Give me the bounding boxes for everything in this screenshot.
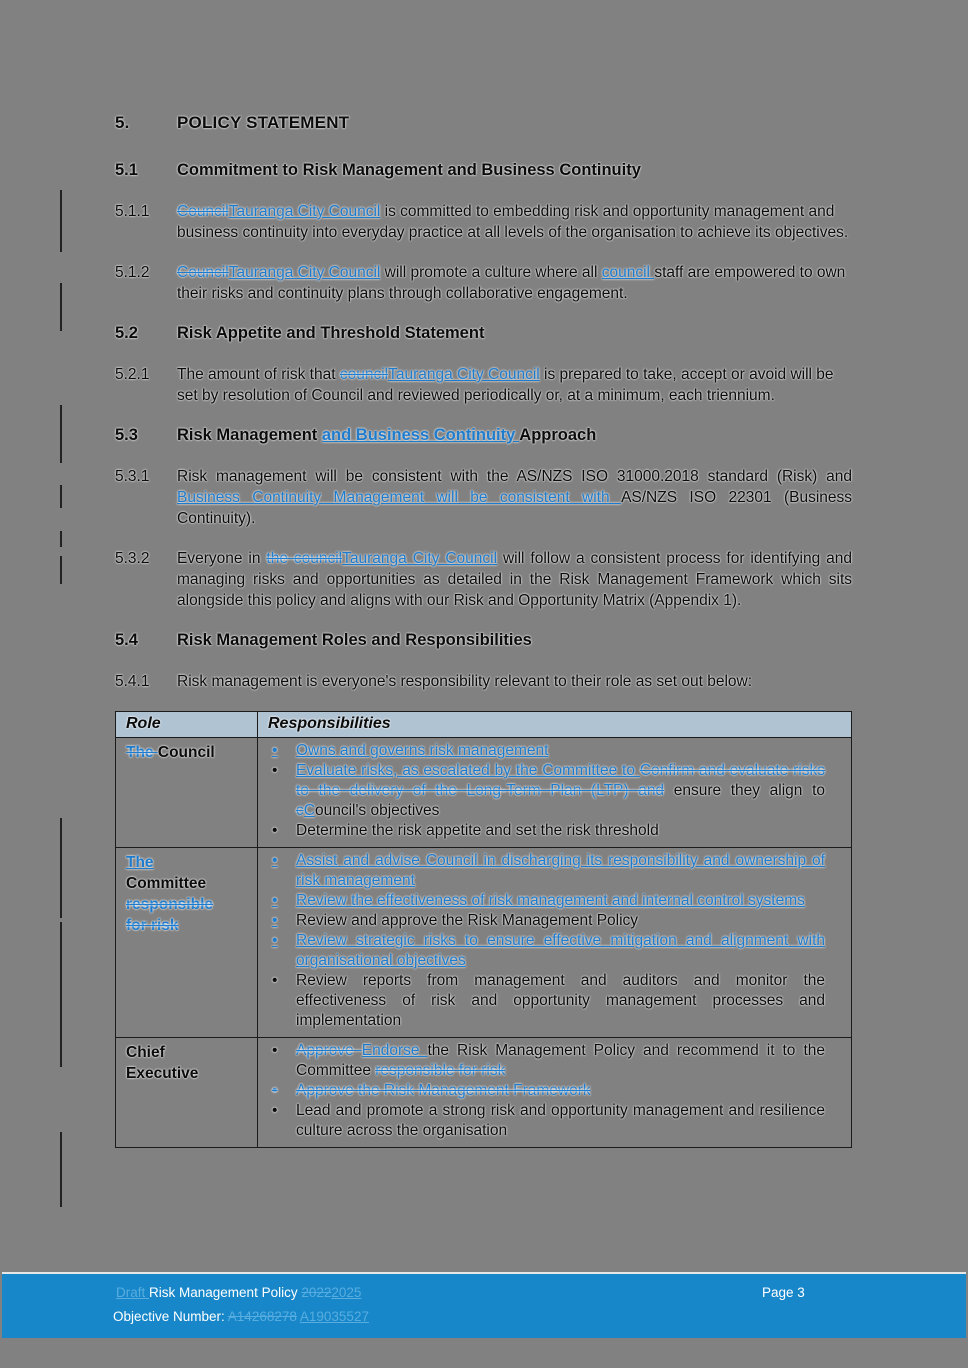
text-run: ouncil's objectives (314, 802, 440, 819)
inserted-text: 2025 (331, 1285, 362, 1300)
text-run: will follow a consistent process for identifying and managing risks and opportunities as detailed in the Risk Management Framework which sits alongside this policy and aligns with our Risk and Opportunity Matrix (Appendix 1). (177, 550, 852, 609)
responsibility-item (272, 1081, 825, 1101)
text-run: Chief Executive (126, 1044, 199, 1082)
responsibilities-list (258, 741, 825, 841)
section-number: 5. (115, 113, 130, 132)
text-run: Council (157, 744, 215, 761)
objective-number-label: Objective Number: (113, 1309, 228, 1324)
table-header-row (116, 712, 852, 738)
paragraph (115, 671, 852, 692)
change-bar (60, 283, 62, 331)
text-run: staff are empowered to own their risks and continuity plans through collaborative engagement. (177, 264, 846, 302)
deleted-text: Confirm and evaluate risks to the delivery of the Long-Term Plan (LTP) and (296, 762, 825, 799)
inserted-text: Endorse (361, 1042, 428, 1059)
bullet-icon: • (272, 932, 278, 949)
block-text (177, 630, 852, 651)
text-run: AS/NZS ISO 22301 (Business Continuity). (177, 489, 852, 527)
text-run: Review and approve the Risk Management Policy (296, 912, 639, 929)
paragraph (115, 201, 852, 243)
table-header-responsibilities: Responsibilities (258, 712, 852, 738)
deleted-text: responsible for risk (375, 1062, 506, 1079)
footer-title-line (116, 1285, 966, 1300)
text-run: Risk management will be consistent with the AS/NZS ISO 31000.2018 standard (Risk) and (177, 468, 852, 485)
bullet-icon: • (272, 762, 278, 779)
role-cell (116, 848, 258, 1038)
section-number: 5.1.2 (115, 264, 150, 281)
section-heading (115, 160, 852, 181)
text-run: Committee (126, 875, 207, 892)
responsibility-item (272, 821, 825, 841)
text-run: Approach (519, 426, 597, 444)
deleted-text: The (126, 744, 158, 761)
responsibilities-list (258, 1041, 825, 1141)
block-text (177, 364, 852, 406)
section-number: 5.3.1 (115, 468, 150, 485)
change-bar (60, 485, 62, 508)
deleted-text: Council (177, 264, 229, 281)
bullet-icon: • (272, 1102, 278, 1119)
footer-document-title (116, 1285, 361, 1300)
inserted-text: Owns and governs risk management (296, 742, 549, 759)
change-bar (60, 818, 62, 918)
block-text (177, 262, 852, 304)
block-text (177, 112, 852, 134)
change-bar (60, 190, 62, 252)
inserted-text: Business Continuity Management will be consistent with (177, 489, 622, 506)
responsibilities-cell (258, 1038, 852, 1148)
paragraph (115, 466, 852, 529)
deleted-text: council (339, 366, 389, 383)
text-run: Risk management is everyone's responsibility relevant to their role as set out below: (177, 673, 753, 690)
responsibilities-list (258, 851, 825, 1031)
section-heading (115, 323, 852, 344)
role-cell (116, 738, 258, 848)
block-text (177, 466, 852, 529)
inserted-text: C (303, 802, 315, 819)
paragraph (115, 548, 852, 611)
block-text (177, 160, 852, 181)
block-text (177, 323, 852, 344)
page-footer (2, 1272, 966, 1338)
change-bar (60, 556, 62, 584)
change-bar (60, 531, 62, 547)
footer-objective-line (113, 1309, 966, 1324)
responsibility-item (272, 851, 825, 891)
inserted-text: Evaluate risks, as escalated by the Committee to (296, 762, 640, 779)
deleted-text: Approve the Risk Management Framework (296, 1082, 591, 1099)
text-run: Lead and promote a strong risk and opportunity management and resilience culture across the organisation (296, 1102, 825, 1139)
section-number: 5.3.2 (115, 550, 150, 567)
section-heading (115, 630, 852, 651)
inserted-text: Draft (116, 1285, 150, 1300)
bullet-icon: • (272, 852, 278, 869)
paragraph (115, 262, 852, 304)
responsibility-item (272, 761, 825, 821)
inserted-text: and Business Continuity (321, 426, 520, 444)
bullet-icon: • (272, 742, 278, 759)
section-heading (115, 112, 852, 134)
roles-responsibilities-table (115, 711, 852, 1148)
deleted-text: Council (177, 203, 229, 220)
inserted-text: A19035527 (299, 1309, 369, 1324)
table-row (116, 1038, 852, 1148)
inserted-text: The (126, 854, 154, 871)
bullet-icon: • (272, 912, 278, 929)
text-run: The amount of risk that (177, 366, 340, 383)
change-bar (60, 1132, 62, 1207)
table-header-role: Role (116, 712, 258, 738)
deleted-text: c (296, 802, 304, 819)
bullet-icon: • (272, 972, 278, 989)
section-number: 5.2 (115, 324, 138, 342)
deleted-text: Approve (296, 1042, 362, 1059)
section-number: 5.3 (115, 426, 138, 444)
change-bar (60, 405, 62, 463)
section-number: 5.2.1 (115, 366, 150, 383)
inserted-text: Assist and advise Council in discharging its responsibility and ownership of risk management (296, 852, 825, 889)
inserted-text: Review strategic risks to ensure effective mitigation and alignment with organisational objectives (296, 932, 825, 969)
text-run: will promote a culture where all (380, 264, 602, 281)
section-number: 5.1 (115, 161, 138, 179)
responsibility-item (272, 1041, 825, 1081)
bullet-icon: • (272, 1042, 278, 1059)
text-run: is prepared to take, accept or avoid will be set by resolution of Council and reviewed periodically or, at a minimum, each triennium. (177, 366, 834, 404)
text-run: the Risk Management Policy and recommend it to the Committee (296, 1042, 825, 1079)
text-run: POLICY STATEMENT (177, 113, 350, 132)
inserted-text: Tauranga City Council (228, 203, 381, 220)
text-run: Risk Management Policy (149, 1285, 302, 1300)
responsibilities-cell (258, 738, 852, 848)
block-text (177, 671, 852, 692)
block-text (177, 548, 852, 611)
section-heading (115, 425, 852, 446)
block-text (177, 201, 852, 243)
text-run: ensure they align to (664, 782, 825, 799)
inserted-text: council (601, 264, 655, 281)
section-number: 5.4.1 (115, 673, 150, 690)
deleted-text: the council (266, 550, 343, 567)
objective-number-value (228, 1309, 369, 1324)
change-bar (60, 922, 62, 1067)
table-row (116, 848, 852, 1038)
bullet-icon: • (272, 822, 278, 839)
inserted-text: Tauranga City Council (228, 264, 381, 281)
block-text (177, 425, 852, 446)
table-body (116, 738, 852, 1148)
responsibilities-cell (258, 848, 852, 1038)
paragraph (115, 364, 852, 406)
responsibility-item (272, 971, 825, 1031)
responsibility-item (272, 911, 825, 931)
section-number: 5.4 (115, 631, 138, 649)
text-run: Determine the risk appetite and set the risk threshold (296, 822, 659, 839)
section-number: 5.1.1 (115, 203, 150, 220)
text-run: Risk Appetite and Threshold Statement (177, 324, 485, 342)
inserted-text: Tauranga City Council (388, 366, 540, 383)
role-cell (116, 1038, 258, 1148)
responsibility-item (272, 741, 825, 761)
text-run: Review reports from management and auditors and monitor the effectiveness of risk and opportunity management processes and implementation (296, 972, 825, 1029)
responsibility-item (272, 1101, 825, 1141)
table-row (116, 738, 852, 848)
text-run: is committed to embedding risk and opportunity management and business continuity into everyday practice at all levels of the organisation to achieve its objectives. (177, 203, 849, 241)
text-run: Everyone in (177, 550, 267, 567)
bullet-icon: • (272, 1082, 278, 1099)
deleted-text: 2022 (301, 1285, 332, 1300)
inserted-text: Tauranga City Council (342, 550, 498, 567)
text-run: Commitment to Risk Management and Business Continuity (177, 161, 641, 179)
deleted-text: A14268278 (227, 1309, 297, 1324)
responsibility-item (272, 931, 825, 971)
responsibility-item (272, 891, 825, 911)
document-content (115, 112, 852, 1148)
document-body (115, 112, 852, 692)
bullet-icon: • (272, 892, 278, 909)
deleted-text: responsible for risk (126, 896, 213, 934)
text-run: Risk Management Roles and Responsibilities (177, 631, 532, 649)
page-number: Page 3 (762, 1285, 805, 1300)
inserted-text: Review the effectiveness of risk management and internal control systems (296, 892, 805, 909)
text-run: Risk Management (177, 426, 322, 444)
